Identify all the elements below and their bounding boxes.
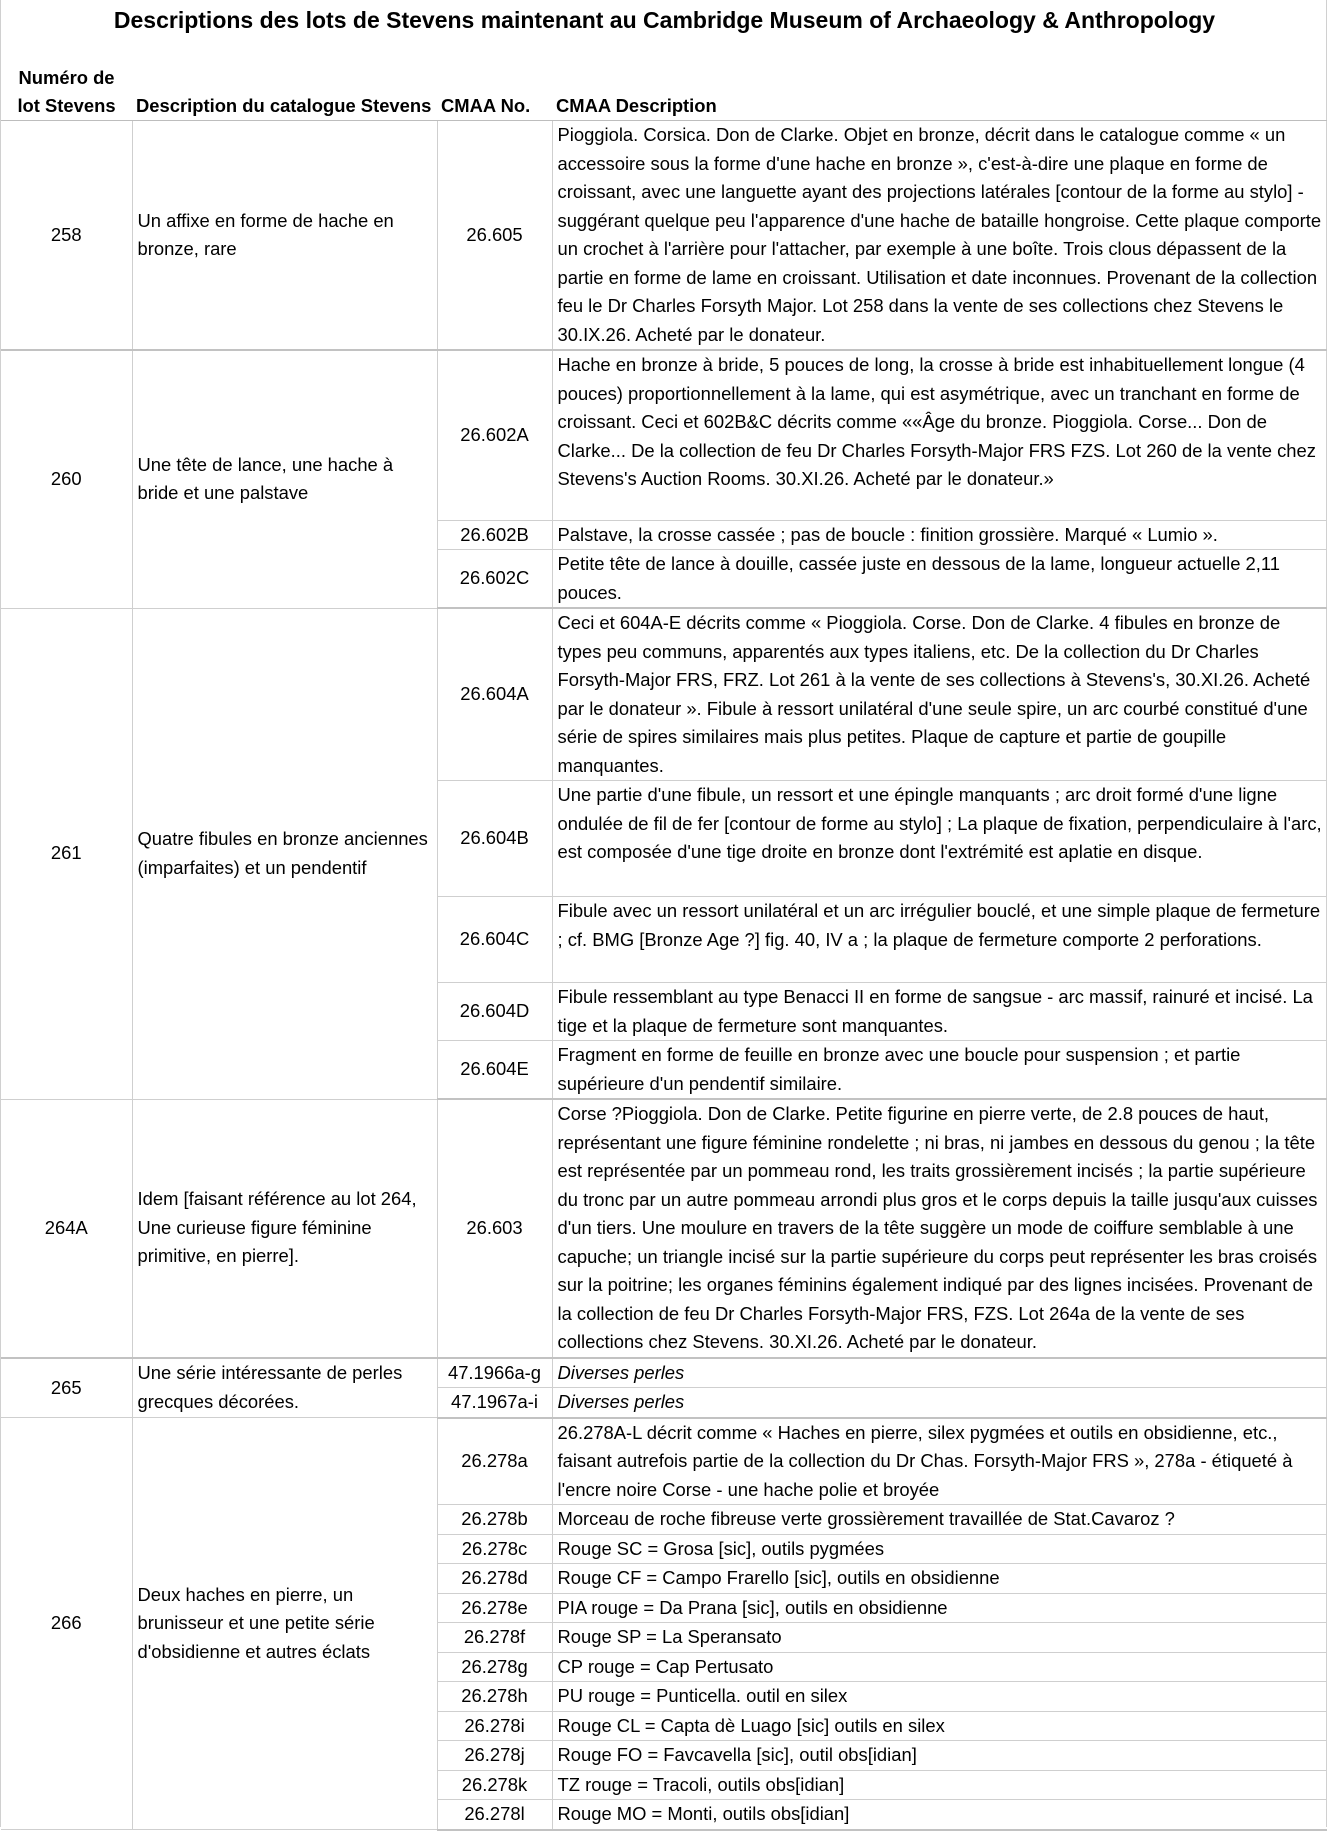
cmaa-number-cell: 26.278k <box>437 1770 552 1800</box>
cmaa-number-cell: 26.604C <box>437 897 552 983</box>
catalogue-description-cell: Une tête de lance, une hache à bride et une palstave <box>132 350 437 608</box>
catalogue-description-cell: Une série intéressante de perles grecques décorées. <box>132 1358 437 1418</box>
cmaa-number-cell: 26.278l <box>437 1800 552 1830</box>
cmaa-description-cell: CP rouge = Cap Pertusato <box>552 1652 1327 1682</box>
table-row <box>1 1358 1327 1388</box>
catalogue-description-cell: Un affixe en forme de hache en bronze, rare <box>132 121 437 351</box>
cmaa-description-cell: Corse ?Pioggiola. Don de Clarke. Petite figurine en pierre verte, de 2.8 pouces de haut, représentant une figure féminine rondelette ; ni bras, ni jambes en dessous du genou ; la tête est représentée par un pommeau rond, les traits grossièrement incisés ; la partie supérieure du tronc par un autre pommeau arrondi plus gros et le corps depuis la taille jusqu'aux cuisses d'un tiers. Une moulure en travers de la tête suggère un mode de coiffure semblable à une capuche; un triangle incisé sur la partie supérieure du corps peut représenter les bras croisés sur la poitrine; les organes féminins également indiqué par des lignes incisées. Provenant de la collection de feu Dr Charles Forsyth-Major FRS, FZS. Lot 264a de la vente de ses collections chez Stevens. 30.XI.26. Acheté par le donateur. <box>552 1099 1327 1358</box>
cmaa-number-cell: 26.278a <box>437 1418 552 1505</box>
cmaa-description-cell: Rouge MO = Monti, outils obs[idian] <box>552 1800 1327 1830</box>
lot-number-cell: 261 <box>1 608 132 1099</box>
header-cmaa-description: CMAA Description <box>552 60 1327 121</box>
cmaa-number-cell: 26.604B <box>437 781 552 897</box>
cmaa-description-cell: Rouge SP = La Speransato <box>552 1623 1327 1653</box>
lot-number-cell: 260 <box>1 350 132 608</box>
table-row <box>1 1099 1327 1358</box>
cmaa-number-cell: 26.278e <box>437 1593 552 1623</box>
cmaa-description-cell: Fibule avec un ressort unilatéral et un arc irrégulier bouclé, et une simple plaque de fermeture ; cf. BMG [Bronze Age ?] fig. 40, IV a ; la plaque de fermeture comporte 2 perforations. <box>552 897 1327 983</box>
cmaa-description-cell: Pioggiola. Corsica. Don de Clarke. Objet en bronze, décrit dans le catalogue comme « un accessoire sous la forme d'une hache en bronze », c'est-à-dire une plaque en forme de croissant, avec une languette ayant des projections latérales [contour de la forme au stylo] - suggérant quelque peu l'apparence d'une hache de bataille hongroise. Cette plaque comporte un crochet à l'arrière pour l'attacher, par exemple à une boîte. Trois clous dépassent de la partie en forme de lame en croissant. Utilisation et date inconnues. Provenant de la collection feu le Dr Charles Forsyth Major. Lot 258 dans la vente de ses collections chez Stevens le 30.IX.26. Acheté par le donateur. <box>552 121 1327 351</box>
header-cmaa-no: CMAA No. <box>437 60 552 121</box>
cmaa-description-cell: 26.278A-L décrit comme « Haches en pierre, silex pygmées et outils en obsidienne, etc., faisant autrefois partie de la collection du Dr Chas. Forsyth-Major FRS », 278a - étiqueté à l'encre noire Corse - une hache polie et broyée <box>552 1418 1327 1505</box>
cmaa-number-cell: 26.604E <box>437 1041 552 1100</box>
cmaa-description-cell: Une partie d'une fibule, un ressort et une épingle manquants ; arc droit formé d'une ligne ondulée de fil de fer [contour de forme au stylo] ; La plaque de fixation, perpendiculaire à l'arc, est composée d'une tige droite en bronze dont l'extrémité est aplatie en disque. <box>552 781 1327 897</box>
lot-number-cell: 258 <box>1 121 132 351</box>
cmaa-number-cell: 26.278b <box>437 1505 552 1535</box>
cmaa-description-cell: TZ rouge = Tracoli, outils obs[idian] <box>552 1770 1327 1800</box>
cmaa-description-cell: Rouge CL = Capta dè Luago [sic] outils en silex <box>552 1711 1327 1741</box>
cmaa-description-cell: Ceci et 604A-E décrits comme « Pioggiola. Corse. Don de Clarke. 4 fibules en bronze de types peu communs, apparentés aux types italiens, etc. De la collection du Dr Charles Forsyth-Major FRS, FRZ. Lot 261 à la vente de ses collections à Stevens's, 30.XI.26. Acheté par le donateur ». Fibule à ressort unilatéral d'une seule spire, un arc courbé constitué d'une série de spires similaires mais plus petites. Plaque de capture et partie de goupille manquantes. <box>552 608 1327 781</box>
lot-number-cell: 265 <box>1 1358 132 1418</box>
cmaa-number-cell: 26.278c <box>437 1534 552 1564</box>
cmaa-description-cell: Palstave, la crosse cassée ; pas de boucle : finition grossière. Marqué « Lumio ». <box>552 520 1327 550</box>
catalogue-description-cell: Idem [faisant référence au lot 264, Une curieuse figure féminine primitive, en pierre]. <box>132 1099 437 1358</box>
cmaa-number-cell: 26.602A <box>437 350 552 520</box>
cmaa-number-cell: 26.603 <box>437 1099 552 1358</box>
cmaa-description-text: Diverses perles <box>557 1361 685 1383</box>
cmaa-number-cell: 26.605 <box>437 121 552 351</box>
cmaa-description-cell: PU rouge = Punticella. outil en silex <box>552 1682 1327 1712</box>
table-row <box>1 608 1327 781</box>
cmaa-description-cell <box>552 1358 1327 1388</box>
cmaa-number-cell: 26.278d <box>437 1564 552 1594</box>
table-row <box>1 1418 1327 1505</box>
cmaa-number-cell: 26.602B <box>437 520 552 550</box>
table-row <box>1 121 1327 351</box>
cmaa-description-cell: Hache en bronze à bride, 5 pouces de long, la crosse à bride est inhabituellement longue (4 pouces) proportionnellement à la lame, qui est asymétrique, avec un tranchant en forme de croissant. Ceci et 602B&C décrits comme ««Âge du bronze. Pioggiola. Corse... Don de Clarke... De la collection de feu Dr Charles Forsyth-Major FRS FZS. Lot 260 de la vente chez Stevens's Auction Rooms. 30.XI.26. Acheté par le donateur.» <box>552 350 1327 520</box>
cmaa-number-cell: 26.604D <box>437 983 552 1041</box>
cmaa-number-cell: 26.604A <box>437 608 552 781</box>
table-body <box>1 121 1327 1830</box>
cmaa-number-cell: 26.278f <box>437 1623 552 1653</box>
cmaa-description-cell: Fibule ressemblant au type Benacci II en forme de sangsue - arc massif, rainuré et incisé. La tige et la plaque de fermeture sont manquantes. <box>552 983 1327 1041</box>
cmaa-number-cell: 26.602C <box>437 550 552 609</box>
table-row <box>1 350 1327 520</box>
cmaa-description-cell: Petite tête de lance à douille, cassée juste en dessous de la lame, longueur actuelle 2,11 pouces. <box>552 550 1327 609</box>
cmaa-description-cell: Rouge FO = Favcavella [sic], outil obs[idian] <box>552 1741 1327 1771</box>
cmaa-description-cell <box>552 1388 1327 1418</box>
catalogue-description-cell: Quatre fibules en bronze anciennes (imparfaites) et un pendentif <box>132 608 437 1099</box>
header-lot: Numéro de lot Stevens <box>1 60 132 121</box>
cmaa-description-cell: PIA rouge = Da Prana [sic], outils en obsidienne <box>552 1593 1327 1623</box>
cmaa-number-cell: 26.278h <box>437 1682 552 1712</box>
cmaa-description-cell: Rouge SC = Grosa [sic], outils pygmées <box>552 1534 1327 1564</box>
lot-number-cell: 266 <box>1 1418 132 1830</box>
cmaa-description-cell: Fragment en forme de feuille en bronze avec une boucle pour suspension ; et partie supérieure d'un pendentif similaire. <box>552 1041 1327 1100</box>
cmaa-number-cell: 26.278g <box>437 1652 552 1682</box>
cmaa-number-cell: 26.278j <box>437 1741 552 1771</box>
cmaa-description-text: Diverses perles <box>557 1391 685 1412</box>
cmaa-number-cell: 47.1967a-i <box>437 1388 552 1418</box>
cmaa-number-cell: 47.1966a-g <box>437 1358 552 1388</box>
page-title: Descriptions des lots de Stevens maintenant au Cambridge Museum of Archaeology & Anthropology <box>113 7 1216 33</box>
header-catalogue: Description du catalogue Stevens <box>132 60 437 121</box>
cmaa-number-cell: 26.278i <box>437 1711 552 1741</box>
header-row <box>1 60 1327 121</box>
cmaa-description-cell: Morceau de roche fibreuse verte grossièrement travaillée de Stat.Cavaroz ? <box>552 1505 1327 1535</box>
lots-table <box>1 60 1327 1831</box>
lot-number-cell: 264A <box>1 1099 132 1358</box>
catalogue-description-cell: Deux haches en pierre, un brunisseur et une petite série d'obsidienne et autres éclats <box>132 1418 437 1830</box>
cmaa-description-cell: Rouge CF = Campo Frarello [sic], outils en obsidienne <box>552 1564 1327 1594</box>
